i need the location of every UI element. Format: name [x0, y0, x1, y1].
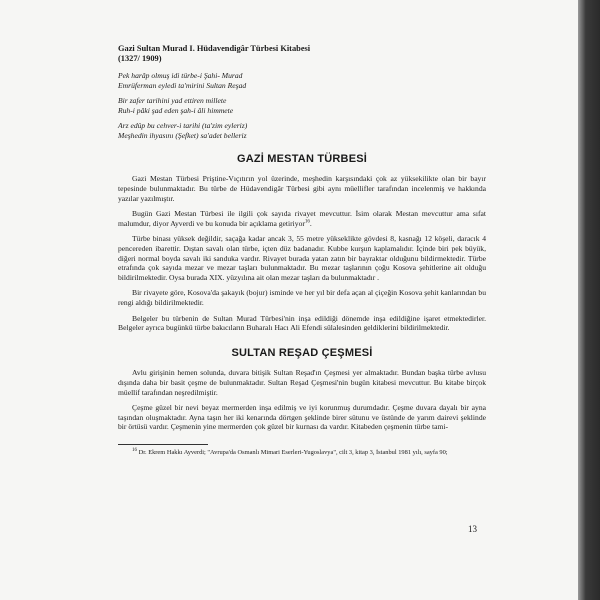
footnote-text: Dr. Ekrem Hakkı Ayverdi; "Avrupa'da Osmanlı Mimari Eserleri-Yugoslavya", cilt 3, kitap 3, İstanbul 1981 yılı, sayfa 90; [138, 448, 448, 456]
paragraph: Avlu girişinin hemen solunda, duvara bitişik Sultan Reşad'ın Çeşmesi yer almaktadır. Bundan başka türbe avlusu dışında daha bir basit çeşme de bulunmaktadır. Sultan Reşad Çeşmesi'nin bugün kitabesi mevcuttur. Bu kitabe birçok müellif tarafından neşredilmiştir. [118, 368, 486, 397]
inscription-date: (1327/ 1909) [118, 54, 162, 64]
verse-line: Bir zafer tarihini yad ettiren millete [118, 95, 227, 105]
page-content [118, 44, 486, 463]
inscription-stanza [118, 71, 486, 91]
verse-line: Arz edüp bu cehver-i tarihi (ta'zim eyleriz) [118, 120, 248, 130]
footnote [118, 449, 486, 457]
footnote-divider [118, 444, 208, 445]
footnote-mark: 16 [132, 447, 137, 453]
paragraph: Gazi Mestan Türbesi Priştine-Vıçıtırın yol üzerinde, meşhedin karşısındaki çok az yüksekilikte olan bir bayır tepesinde bulunmaktadır. Bu türbe de Hüdavendigâr Türbesi gibi aynı müellifler tarafından incelenmiş ve hakkında yazılar yazılmıştır. [118, 174, 486, 203]
verse-line: Pek harâp olmuş idi türbe-i Şahi- Murad [118, 70, 243, 80]
paragraph-text: Bugün Gazi Mestan Türbesi ile ilgili çok sayıda rivayet mevcuttur. İsim olarak Mestan mevcuttur ama sıfat malumdur, diyor Ayverdi ve bu konuda bir açıklama getiriyor [118, 209, 486, 228]
page-number: 13 [468, 524, 477, 534]
paragraph: Bugün Gazi Mestan Türbesi ile ilgili çok sayıda rivayet mevcuttur. İsim olarak Mestan mevcuttur ama sıfat malumdur, diyor Ayverdi ve bu konuda bir açıklama getiriyor$^{16}$. [118, 209, 486, 228]
inscription-title [118, 44, 486, 65]
paragraph: Bir rivayete göre, Kosova'da şakayık (bojur) isminde ve her yıl bir defa açan al çiçeğin Kosova şehit kanlarından bu rengi aldığı bildirilmektedir. [118, 288, 486, 307]
verse-line: Ruh-i pâki şad eden şah-i âli himmete [118, 105, 234, 115]
verse-line: Emrüferman eyledi ta'mirini Sultan Reşad [118, 80, 247, 90]
paragraph: Türbe binası yüksek değildir, saçağa kadar ancak 3, 55 metre yükseklikte gövdesi 8, kasnağı 12 köşeli, daracık 4 pencereden ibarettir. Dıştan savalı olan türbe, içten düz badanadır. Kubbe kurşun kaplamalıdır. İçinde biri pek büyük, diğeri normal boyda savalı iki sanduka vardır. Rivayet burada yatan zatın bir bayraktar olduğunu bildirmektedir. Türbe etrafında çok sayıda mezar ve mezar taşları bulunmaktadır. Bu mezar taşlarının çoğu Kosova şehitlerine ait olduğu bildirilmektedir. Oysa burada XIX. yüzyılına ait olan mezar taşları da bulunmaktadır . [118, 234, 486, 282]
inscription-stanza [118, 96, 486, 116]
book-spine-edge [578, 0, 600, 600]
section-heading: GAZİ MESTAN TÜRBESİ [236, 152, 368, 165]
paragraph: Belgeler bu türbenin de Sultan Murad Türbesi'nin inşa edildiği dönemde inşa edildiğine işaret etmektedirler. Belgeler ayrıca bugünkü türbe bakıcıların Buharalı Hacı Ali Efendi sülalesinden geldiklerini bildirilmektedir. [118, 313, 486, 333]
inscription-stanza [118, 121, 486, 141]
section-heading: SULTAN REŞAD ÇEŞMESİ [231, 346, 373, 359]
verse-line: Meşhedin ihyasını (Şefket) sa'adet belleriz [118, 130, 247, 140]
footnote-reference: 16 [304, 219, 310, 225]
paragraph: Çeşme güzel bir nevi beyaz mermerden inşa edilmiş ve iyi korunmuş durumdadır. Çeşme duvara dayalı bir ayna taşından oluşmaktadır. Ayna taşın her iki kenarında dörtgen şeklinde birer sütunu ve üstünde de yarım dairevi şeklinde bir örtüsü vardır. Çeşmenin yine mermerden çok güzel bir kurnası da vardır. Kitabeden çeşmenin türbe tami- [118, 403, 486, 432]
inscription-title-line: Gazi Sultan Murad I. Hüdavendigâr Türbesi Kitabesi [118, 44, 311, 53]
